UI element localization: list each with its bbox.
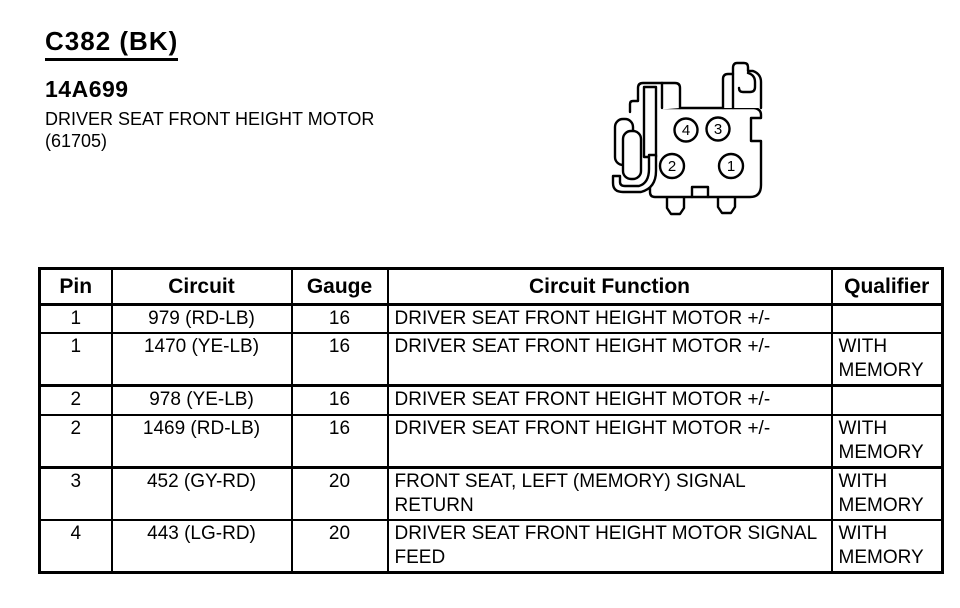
- table-row: [40, 467, 943, 520]
- latch-arm: [644, 87, 656, 157]
- circuit-header: Circuit: [112, 269, 292, 305]
- qualifier-cell: WITH MEMORY: [832, 333, 943, 386]
- pin-3-label: 3: [713, 121, 723, 138]
- gauge-cell: 16: [292, 386, 388, 415]
- circuit-cell: 978 (YE-LB): [112, 386, 292, 415]
- pin-cell: 3: [40, 467, 112, 520]
- component-name-text: DRIVER SEAT FRONT HEIGHT MOTOR: [45, 109, 375, 129]
- function-cell: DRIVER SEAT FRONT HEIGHT MOTOR +/-: [388, 305, 832, 334]
- table-row: [40, 415, 943, 468]
- qualifier-cell: WITH MEMORY: [832, 415, 943, 468]
- table-header-row: [40, 269, 943, 305]
- connector-face-diagram: [608, 57, 818, 219]
- table-row: [40, 386, 943, 415]
- pin-cell: 2: [40, 415, 112, 468]
- pin-cell: 2: [40, 386, 112, 415]
- part-number-heading: 14A699: [45, 76, 129, 102]
- gauge-header: Gauge: [292, 269, 388, 305]
- base-part-number-text: (61705): [45, 131, 108, 151]
- circuit-cell: 443 (LG-RD): [112, 520, 292, 573]
- pin-cell: 1: [40, 333, 112, 386]
- pin-4-label: 4: [681, 122, 691, 139]
- qualifier-cell: [832, 386, 943, 415]
- circuit-cell: 979 (RD-LB): [112, 305, 292, 334]
- connector-id-heading: C382 (BK): [45, 26, 178, 61]
- qualifier-cell: WITH MEMORY: [832, 520, 943, 573]
- gauge-cell: 16: [292, 415, 388, 468]
- table-row: [40, 520, 943, 573]
- table-row: [40, 333, 943, 386]
- function-cell: DRIVER SEAT FRONT HEIGHT MOTOR +/-: [388, 415, 832, 468]
- gauge-cell: 20: [292, 467, 388, 520]
- pin-1-label: 1: [726, 158, 736, 175]
- function-cell: FRONT SEAT, LEFT (MEMORY) SIGNAL RETURN: [388, 467, 832, 520]
- pin-cell: 4: [40, 520, 112, 573]
- qualifier-header: Qualifier: [832, 269, 943, 305]
- function-cell: DRIVER SEAT FRONT HEIGHT MOTOR SIGNAL FEED: [388, 520, 832, 573]
- gauge-cell: 16: [292, 305, 388, 334]
- pin-2-label: 2: [667, 158, 677, 175]
- left-leg: [667, 198, 684, 214]
- circuit-cell: 1470 (YE-LB): [112, 333, 292, 386]
- circuit-cell: 1469 (RD-LB): [112, 415, 292, 468]
- pin-cell: 1: [40, 305, 112, 334]
- latch-pill-inner: [623, 131, 641, 179]
- pinout-table: [38, 267, 944, 574]
- circuit-function-header: Circuit Function: [388, 269, 832, 305]
- table-row: [40, 305, 943, 334]
- circuit-cell: 452 (GY-RD): [112, 467, 292, 520]
- connector-body: [650, 108, 761, 197]
- right-leg: [718, 198, 735, 213]
- pin-header: Pin: [40, 269, 112, 305]
- gauge-cell: 16: [292, 333, 388, 386]
- gauge-cell: 20: [292, 520, 388, 573]
- function-cell: DRIVER SEAT FRONT HEIGHT MOTOR +/-: [388, 333, 832, 386]
- qualifier-cell: [832, 305, 943, 334]
- qualifier-cell: WITH MEMORY: [832, 467, 943, 520]
- function-cell: DRIVER SEAT FRONT HEIGHT MOTOR +/-: [388, 386, 832, 415]
